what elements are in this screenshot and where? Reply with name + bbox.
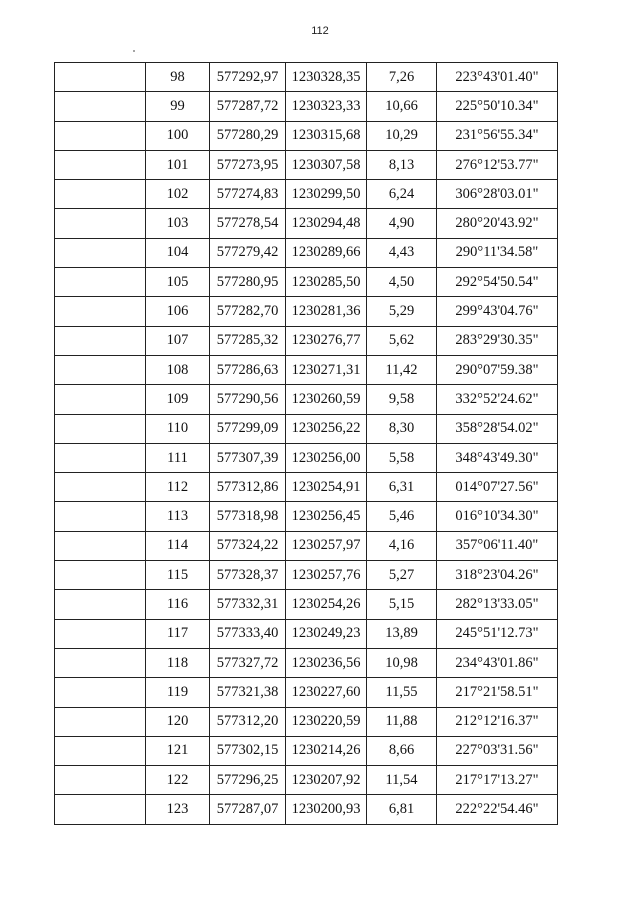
cell-direction-angle: 348°43'49.30" [437, 443, 558, 472]
cell-y-coordinate: 1230257,97 [286, 531, 367, 560]
cell-x-coordinate: 577312,20 [210, 707, 286, 736]
cell-distance: 4,50 [367, 268, 437, 297]
table-row [55, 385, 558, 414]
table-row [55, 795, 558, 824]
cell-blank [55, 326, 146, 355]
cell-x-coordinate: 577274,83 [210, 180, 286, 209]
table-row [55, 648, 558, 677]
cell-y-coordinate: 1230271,31 [286, 355, 367, 384]
cell-y-coordinate: 1230254,26 [286, 590, 367, 619]
cell-blank [55, 385, 146, 414]
table-row [55, 443, 558, 472]
cell-direction-angle: 290°11'34.58" [437, 238, 558, 267]
cell-blank [55, 648, 146, 677]
cell-blank [55, 795, 146, 824]
cell-distance: 6,81 [367, 795, 437, 824]
table-row [55, 150, 558, 179]
cell-y-coordinate: 1230236,56 [286, 648, 367, 677]
cell-blank [55, 180, 146, 209]
table-row [55, 766, 558, 795]
cell-blank [55, 150, 146, 179]
cell-y-coordinate: 1230207,92 [286, 766, 367, 795]
cell-x-coordinate: 577280,95 [210, 268, 286, 297]
cell-y-coordinate: 1230227,60 [286, 678, 367, 707]
cell-y-coordinate: 1230249,23 [286, 619, 367, 648]
table-row [55, 590, 558, 619]
cell-point-number: 100 [146, 121, 210, 150]
cell-distance: 13,89 [367, 619, 437, 648]
cell-blank [55, 414, 146, 443]
cell-point-number: 111 [146, 443, 210, 472]
table-row [55, 473, 558, 502]
cell-x-coordinate: 577286,63 [210, 355, 286, 384]
cell-distance: 8,66 [367, 736, 437, 765]
cell-distance: 11,42 [367, 355, 437, 384]
cell-blank [55, 355, 146, 384]
cell-x-coordinate: 577287,07 [210, 795, 286, 824]
table-row [55, 180, 558, 209]
table-row [55, 531, 558, 560]
cell-y-coordinate: 1230289,66 [286, 238, 367, 267]
cell-x-coordinate: 577292,97 [210, 63, 286, 92]
cell-point-number: 115 [146, 561, 210, 590]
cell-distance: 9,58 [367, 385, 437, 414]
cell-y-coordinate: 1230214,26 [286, 736, 367, 765]
cell-point-number: 123 [146, 795, 210, 824]
cell-y-coordinate: 1230200,93 [286, 795, 367, 824]
cell-blank [55, 473, 146, 502]
cell-distance: 5,46 [367, 502, 437, 531]
cell-x-coordinate: 577278,54 [210, 209, 286, 238]
cell-blank [55, 561, 146, 590]
cell-blank [55, 678, 146, 707]
cell-distance: 5,15 [367, 590, 437, 619]
cell-y-coordinate: 1230315,68 [286, 121, 367, 150]
cell-y-coordinate: 1230294,48 [286, 209, 367, 238]
table-row [55, 209, 558, 238]
cell-point-number: 106 [146, 297, 210, 326]
cell-x-coordinate: 577333,40 [210, 619, 286, 648]
cell-distance: 5,29 [367, 297, 437, 326]
cell-direction-angle: 283°29'30.35" [437, 326, 558, 355]
cell-x-coordinate: 577280,29 [210, 121, 286, 150]
cell-direction-angle: 358°28'54.02" [437, 414, 558, 443]
cell-blank [55, 268, 146, 297]
cell-y-coordinate: 1230307,58 [286, 150, 367, 179]
cell-point-number: 109 [146, 385, 210, 414]
cell-distance: 11,54 [367, 766, 437, 795]
cell-x-coordinate: 577285,32 [210, 326, 286, 355]
cell-point-number: 101 [146, 150, 210, 179]
table-row [55, 121, 558, 150]
cell-direction-angle: 227°03'31.56" [437, 736, 558, 765]
cell-point-number: 107 [146, 326, 210, 355]
cell-x-coordinate: 577279,42 [210, 238, 286, 267]
cell-x-coordinate: 577327,72 [210, 648, 286, 677]
cell-point-number: 99 [146, 92, 210, 121]
cell-point-number: 122 [146, 766, 210, 795]
cell-direction-angle: 282°13'33.05" [437, 590, 558, 619]
cell-distance: 6,31 [367, 473, 437, 502]
cell-distance: 5,62 [367, 326, 437, 355]
cell-y-coordinate: 1230328,35 [286, 63, 367, 92]
table-row [55, 707, 558, 736]
cell-direction-angle: 357°06'11.40" [437, 531, 558, 560]
cell-distance: 5,58 [367, 443, 437, 472]
table-row [55, 268, 558, 297]
cell-distance: 4,43 [367, 238, 437, 267]
table-row [55, 355, 558, 384]
table-row [55, 63, 558, 92]
cell-point-number: 104 [146, 238, 210, 267]
cell-distance: 4,16 [367, 531, 437, 560]
cell-x-coordinate: 577296,25 [210, 766, 286, 795]
cell-x-coordinate: 577328,37 [210, 561, 286, 590]
cell-direction-angle: 290°07'59.38" [437, 355, 558, 384]
cell-direction-angle: 016°10'34.30" [437, 502, 558, 531]
cell-blank [55, 443, 146, 472]
cell-y-coordinate: 1230257,76 [286, 561, 367, 590]
cell-blank [55, 238, 146, 267]
cell-distance: 6,24 [367, 180, 437, 209]
cell-direction-angle: 225°50'10.34" [437, 92, 558, 121]
cell-x-coordinate: 577332,31 [210, 590, 286, 619]
cell-blank [55, 63, 146, 92]
table-row [55, 297, 558, 326]
cell-direction-angle: 306°28'03.01" [437, 180, 558, 209]
cell-distance: 10,66 [367, 92, 437, 121]
cell-y-coordinate: 1230260,59 [286, 385, 367, 414]
cell-distance: 10,29 [367, 121, 437, 150]
cell-point-number: 113 [146, 502, 210, 531]
cell-blank [55, 92, 146, 121]
table-row [55, 238, 558, 267]
cell-direction-angle: 318°23'04.26" [437, 561, 558, 590]
cell-x-coordinate: 577273,95 [210, 150, 286, 179]
cell-direction-angle: 276°12'53.77" [437, 150, 558, 179]
coordinates-table [54, 62, 558, 825]
cell-x-coordinate: 577299,09 [210, 414, 286, 443]
cell-x-coordinate: 577318,98 [210, 502, 286, 531]
cell-x-coordinate: 577324,22 [210, 531, 286, 560]
cell-y-coordinate: 1230285,50 [286, 268, 367, 297]
cell-x-coordinate: 577321,38 [210, 678, 286, 707]
table-row [55, 619, 558, 648]
cell-direction-angle: 245°51'12.73" [437, 619, 558, 648]
cell-direction-angle: 299°43'04.76" [437, 297, 558, 326]
table-row [55, 326, 558, 355]
cell-point-number: 119 [146, 678, 210, 707]
cell-blank [55, 736, 146, 765]
cell-distance: 7,26 [367, 63, 437, 92]
cell-y-coordinate: 1230281,36 [286, 297, 367, 326]
cell-y-coordinate: 1230256,22 [286, 414, 367, 443]
cell-y-coordinate: 1230254,91 [286, 473, 367, 502]
cell-x-coordinate: 577290,56 [210, 385, 286, 414]
cell-y-coordinate: 1230276,77 [286, 326, 367, 355]
cell-blank [55, 121, 146, 150]
cell-point-number: 116 [146, 590, 210, 619]
cell-direction-angle: 014°07'27.56" [437, 473, 558, 502]
table-row [55, 736, 558, 765]
page-number: 112 [311, 25, 329, 37]
cell-y-coordinate: 1230256,45 [286, 502, 367, 531]
cell-point-number: 103 [146, 209, 210, 238]
cell-y-coordinate: 1230323,33 [286, 92, 367, 121]
cell-distance: 4,90 [367, 209, 437, 238]
table-row [55, 414, 558, 443]
cell-direction-angle: 332°52'24.62" [437, 385, 558, 414]
cell-direction-angle: 231°56'55.34" [437, 121, 558, 150]
cell-blank [55, 619, 146, 648]
cell-x-coordinate: 577282,70 [210, 297, 286, 326]
cell-distance: 11,88 [367, 707, 437, 736]
cell-distance: 11,55 [367, 678, 437, 707]
cell-distance: 8,13 [367, 150, 437, 179]
table-body [55, 63, 558, 825]
cell-distance: 5,27 [367, 561, 437, 590]
cell-point-number: 120 [146, 707, 210, 736]
cell-blank [55, 502, 146, 531]
cell-blank [55, 531, 146, 560]
table-row [55, 561, 558, 590]
cell-blank [55, 707, 146, 736]
cell-point-number: 118 [146, 648, 210, 677]
cell-y-coordinate: 1230256,00 [286, 443, 367, 472]
cell-distance: 8,30 [367, 414, 437, 443]
cell-point-number: 121 [146, 736, 210, 765]
cell-direction-angle: 217°21'58.51" [437, 678, 558, 707]
cell-x-coordinate: 577307,39 [210, 443, 286, 472]
cell-direction-angle: 212°12'16.37" [437, 707, 558, 736]
cell-point-number: 110 [146, 414, 210, 443]
cell-point-number: 112 [146, 473, 210, 502]
cell-direction-angle: 280°20'43.92" [437, 209, 558, 238]
cell-point-number: 114 [146, 531, 210, 560]
cell-direction-angle: 292°54'50.54" [437, 268, 558, 297]
cell-point-number: 117 [146, 619, 210, 648]
cell-direction-angle: 222°22'54.46" [437, 795, 558, 824]
table-row [55, 502, 558, 531]
cell-blank [55, 590, 146, 619]
scan-speck [133, 50, 135, 52]
table-row [55, 678, 558, 707]
cell-blank [55, 766, 146, 795]
cell-y-coordinate: 1230220,59 [286, 707, 367, 736]
cell-point-number: 102 [146, 180, 210, 209]
cell-point-number: 98 [146, 63, 210, 92]
cell-direction-angle: 217°17'13.27" [437, 766, 558, 795]
table-row [55, 92, 558, 121]
cell-y-coordinate: 1230299,50 [286, 180, 367, 209]
cell-x-coordinate: 577312,86 [210, 473, 286, 502]
cell-x-coordinate: 577302,15 [210, 736, 286, 765]
cell-point-number: 108 [146, 355, 210, 384]
cell-blank [55, 297, 146, 326]
cell-blank [55, 209, 146, 238]
cell-distance: 10,98 [367, 648, 437, 677]
cell-point-number: 105 [146, 268, 210, 297]
cell-direction-angle: 234°43'01.86" [437, 648, 558, 677]
cell-direction-angle: 223°43'01.40" [437, 63, 558, 92]
cell-x-coordinate: 577287,72 [210, 92, 286, 121]
